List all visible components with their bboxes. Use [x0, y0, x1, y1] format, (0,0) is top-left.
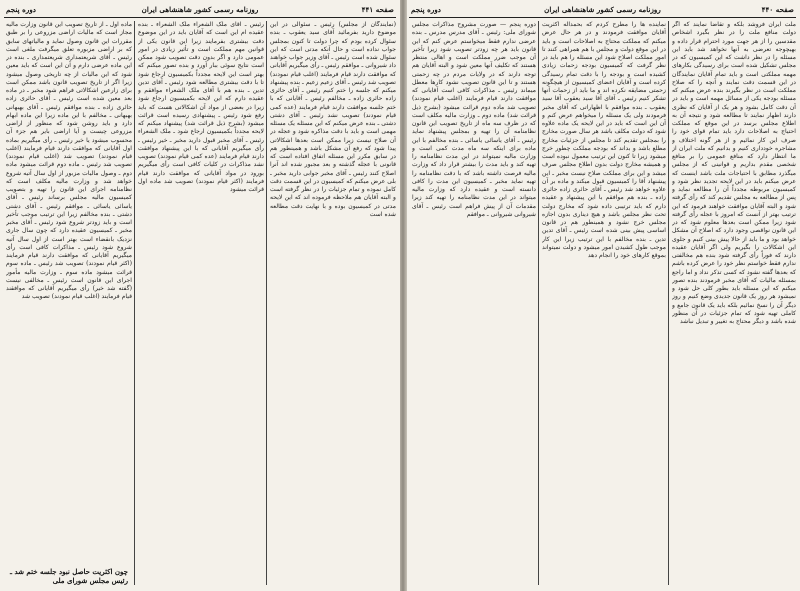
column-divider: [266, 21, 267, 585]
right-page-column-2: نماینده ها را مطرح کردم که بحمداله اکثریت آقایان موافقت فرمودند و در هر حال عرض میکنم که مملکت محتاج به اصلاحات است و باید در این موقع دولت و مجلس با هم همراهی کنند تا امور مملکت اصلاح شود این مسئله را هم باید در نظر گرفت که کمیسیون بودجه زحمات زیادی کشیده است و بودجه را با دقت تمام رسیدگی کرده است و آقایان اعضای کمیسیون از هیچگونه زحمتی مضایقه نکرده اند و ما باید از زحمات آنها تشکر کنیم رئیس ـ آقای آقا سید یعقوب آقا سید یعقوب ـ بنده موافقم با اظهاراتی که آقای مخبر فرمودند ولی یک مسئله را میخواهم عرض کنم و آن این است که باید در این لایحه یک ماده علاوه شود که دولت مکلف باشد هر سال صورت مخارج را بمجلس تقدیم کند تا مجلس از جزئیات مخارج مطلع باشد و بداند که بودجه مملکت چطور خرج میشود زیرا تا کنون این ترتیب معمول نبوده است و همیشه مخارج دولت بدون اطلاع مجلس صرف میشد و این برای مملکت صلاح نیست مخبر ـ این پیشنهاد آقا را کمیسیون قبول میکند و ماده بر آن علاوه خواهد شد رئیس ـ آقای حائری زاده حائری زاده ـ بنده هم موافقم با این پیشنهاد و عقیده دارم که باید ترتیبی داده شود که مخارج دولت تحت نظر مجلس باشد و هیچ دیناری بدون اجازه مجلس خرج نشود و همینطور هم در قانون اساسی پیش بینی شده است رئیس ـ آقای تدین تدین ـ بنده مخالفم با این ترتیب زیرا این کار موجب طول کشیدن امور میشود و دولت نمیتواند بموقع کارهای خود را انجام دهد: [542, 21, 666, 259]
right-page-header: [409, 3, 796, 17]
closing-note: چون اکثریت حاصل نبود جلسه ختم شد ـ رئیس مجلس شورای ملی: [9, 567, 128, 585]
right-page: [405, 0, 800, 591]
left-page-header: [4, 3, 396, 17]
right-page-period: دوره پنجم: [411, 5, 442, 14]
right-page-number: صفحه ۴۴۰: [761, 5, 794, 14]
left-page-column-3-continuation: (اغلب قیام نمودند) تصویب شد رئیس ـ ماده دوم قرائت میشود ماده دوم ـ وصول مالیات مزبور از اول سال آتیه شروع خواهد شد و وزارت مالیه مکلف است که نظامنامه اجرای این قانون را تهیه و بتصویب کمیسیون مالیه مجلس برساند رئیس ـ آقای یاسائی یاسائی ـ موافقم رئیس ـ آقای دشتی دشتی ـ بنده مخالفم زیرا این ترتیب موجب تأخیر است و باید زودتر شروع شود رئیس ـ آقای مخبر مخبر ـ کمیسیون عقیده دارد که چون سال جاری نزدیک بانقضاء است بهتر است از اول سال آتیه شروع شود رئیس ـ مذاکرات کافی است رأی میگیریم آقایانی که موافقت دارند قیام فرمایند (اکثر قیام نمودند) تصویب شد رئیس ـ ماده سوم قرائت میشود ماده سوم ـ وزارت مالیه مأمور اجرای این قانون است رئیس ـ مخالفی نیست (گفته شد خیر) رأی میگیریم آقایانی که موافقند قیام فرمایند (اغلب قیام نمودند) تصویب شد: [6, 153, 132, 301]
left-page-column-3: ماده اول ـ از تاریخ تصویب این قانون وزارت مالیه مجاز است که مالیات اراضی مزروعی را بر طبق مقررات این قانون وصول نماید و مالیاتهای سابق که بر اراضی مزبوره تعلق میگرفت ملغی است رئیس ـ آقای شریعتمداری شریعتمداری ـ بنده در این ماده عرضی دارم و آن این است که باید معین شود که این مالیات از چه تاریخی وصول میشود زیرا اگر از تاریخ تصویب قانون باشد ممکن است برای زارعین اشکالاتی فراهم شود مخبر ـ در ماده بعد معین شده است رئیس ـ آقای حائری زاده حائری زاده ـ بنده موافقم رئیس ـ آقای بهبهانی بهبهانی ـ مخالفم با این ماده زیرا این ماده ابهام دارد و باید روشن شود که منظور از اراضی مزروعی چیست و آیا اراضی بایر هم جزء آن محسوب میشود یا خیر رئیس ـ رأی میگیریم بماده اول آقایانی که موافقت دارند قیام فرمایند (اغلب قیام نمودند) تصویب شد (اغلب قیام نمودند) تصویب شد رئیس ـ ماده دوم قرائت میشود ماده دوم ـ وصول مالیات مزبور از اول سال آتیه شروع خواهد شد و وزارت مالیه مکلف است که نظامنامه اجرای این قانون را تهیه و بتصویب کمیسیون مالیه مجلس برساند رئیس ـ آقای یاسائی یاسائی ـ موافقم رئیس ـ آقای دشتی دشتی ـ بنده مخالفم زیرا این ترتیب موجب تأخیر است و باید زودتر شروع شود رئیس ـ آقای مخبر مخبر ـ کمیسیون عقیده دارد که چون سال جاری نزدیک بانقضاء است بهتر است از اول سال آتیه شروع شود رئیس ـ مذاکرات کافی است رأی میگیریم آقایانی که موافقت دارند قیام فرمایند (اکثر قیام نمودند) تصویب شد رئیس ـ ماده سوم قرائت میشود ماده سوم ـ وزارت مالیه مأمور اجرای این قانون است رئیس ـ مخالفی نیست (گفته شد خیر) رأی میگیریم آقایانی که موافقند قیام فرمایند (اغلب قیام نمودند) تصویب شد: [6, 21, 132, 301]
right-page-column-3: دوره پنجم — صورت مشروح مذاکرات مجلس شورای ملی: رئیس ـ آقای مدرس مدرس ـ بنده عرضی ندارم فقط میخواستم عرض کنم که این قانون باید هر چه زودتر تصویب شود زیرا تأخیر آن موجب ضرر مملکت است و اهالی منتظر هستند که تکلیف آنها معین شود و البته آقایان هم توجه دارند که در ولایات مردم در چه زحمتی هستند و تا این قانون تصویب نشود کارها معطل میماند رئیس ـ مذاکرات کافی است آقایانی که موافقت دارند قیام فرمایند (اغلب قیام نمودند) تصویب شد ماده دوم قرائت میشود (بشرح ذیل قرائت شد) ماده دوم ـ وزارت مالیه مکلف است که در ظرف سه ماه از تاریخ تصویب این قانون نظامنامه آن را تهیه و بمجلس پیشنهاد نماید رئیس ـ آقای یاسائی یاسائی ـ بنده مخالفم با این ماده برای اینکه سه ماه مدت کمی است و وزارت مالیه نمیتواند در این مدت نظامنامه را تهیه کند و باید مدت را بیشتر قرار داد که وزارت مالیه فرصت داشته باشد که با دقت نظامنامه را تهیه نماید مخبر ـ کمیسیون این مدت را کافی دانسته است و عقیده دارد که وزارت مالیه میتواند در این مدت نظامنامه را تهیه کند زیرا مقدمات آن از پیش فراهم است رئیس ـ آقای شیروانی شیروانی ـ موافقم: [412, 21, 536, 218]
column-divider: [134, 21, 135, 585]
left-page-title: روزنامه رسمی کشور شاهنشاهی ایران: [141, 5, 259, 14]
right-header-rule: [409, 17, 796, 18]
left-page-column-2: رئیس ـ آقای ملک الشعراء ملک الشعراء ـ بنده عقیده ام این است که آقایان باید در این موضوع دقت بیشتری بفرمایند زیرا این قانون یکی از قوانین مهم مملکت است و تأثیر زیادی در امور عمومی دارد و اگر بدون دقت تصویب شود ممکن است نتایج سوئی ببار آورد و بنده تصور میکنم که بهتر است این لایحه مجدداً بکمیسیون ارجاع شود تا با دقت بیشتری مطالعه شود رئیس ـ آقای تدین تدین ـ بنده هم با آقای ملک الشعراء موافقم و عقیده دارم که این لایحه بکمیسیون ارجاع شود زیرا در بعضی از مواد آن اشکالاتی هست که باید رفع شود رئیس ـ پیشنهادی رسیده است قرائت میشود (بشرح ذیل قرائت شد) پیشنهاد میکنم که لایحه مجدداً بکمیسیون ارجاع شود ـ ملک الشعراء رئیس ـ آقای مخبر قبول دارید مخبر ـ خیر رئیس ـ رأی میگیریم آقایانی که با این پیشنهاد موافقت دارند قیام فرمایند (عده کمی قیام نمودند) تصویب نشد مذاکرات در کلیات کافی است رأی میگیریم بورود در مواد آقایانی که موافقت دارند قیام فرمایند (اکثر قیام نمودند) تصویب شد ماده اول قرائت میشود: [138, 21, 264, 193]
column-divider: [538, 21, 539, 585]
left-header-rule: [4, 17, 396, 18]
column-divider: [668, 21, 669, 585]
right-page-title: روزنامه رسمی کشور شاهنشاهی ایران: [544, 5, 661, 14]
left-page-period: دوره پنجم: [6, 5, 37, 14]
page-gutter: [399, 0, 407, 591]
left-page-column-1: (نمایندگان از مجلس) رئیس ـ سئوالی در این موضوع دارید بفرمائید آقای سید یعقوب ـ بنده سئوال کرده بودم که چرا دولت تا کنون بمجلس جواب نداده است و حال آنکه مدتی است که این سئوال شده است رئیس ـ آقای وزیر جواب خواهند داد شیروانی ـ موافقم رئیس ـ رأی میگیریم آقایانی که موافقت دارند قیام فرمایند (اغلب قیام نمودند) تصویب شد رئیس ـ آقای زعیم زعیم ـ بنده پیشنهاد میکنم که جلسه را ختم کنیم رئیس ـ آقای حائری زاده حائری زاده ـ مخالفم رئیس ـ آقایانی که با ختم جلسه موافقت دارند قیام فرمایند (عده کمی قیام نمودند) تصویب نشد رئیس ـ آقای دشتی دشتی ـ بنده عرض میکنم که این مسئله یک مسئله مهمی است و باید با دقت مذاکره شود و عجله در آن صلاح نیست زیرا ممکن است بعدها اشکالاتی پیدا شود که رفع آن مشکل باشد و همینطور هم در سابق مکرر این مسئله اتفاق افتاده است که قانونی با عجله گذشته و بعد مجبور شده اند آنرا اصلاح کنند رئیس ـ آقای مخبر جوابی دارید مخبر ـ بلی عرض میکنم که کمیسیون در این قسمت دقت کامل نموده و تمام جزئیات را در نظر گرفته است و البته آقایان هم ملاحظه فرموده اند که این لایحه مدتی در کمیسیون بوده و با نهایت دقت مطالعه شده است: [270, 21, 396, 218]
left-page-number: صفحه ۴۴۱: [361, 5, 394, 14]
right-page-column-1: ملت ایران فروشد بلکه و تقاضا نمایند که اگر دولت منافع ملت را در نظر بگیرد اشخاص مقدسین را از هر جهت مورد احترام قرار داده و بهیچوجه تعرضی به آنها نخواهد شد باید این مسئله را در نظر داشت که این کمیسیون که در مجلس تشکیل شده است برای رسیدگی بکارهای مهمه مملکتی است و باید تمام آقایان نمایندگان در این قسمت دقت نمایند و آنچه را که صلاح مملکت است در نظر بگیرند بنده عرض میکنم که مسئله بودجه یکی از مسائل مهمه است و باید در آن دقت کامل بشود و هر یک از آقایان که نظری دارند اظهار نمایند تا مطالعه شود و نتیجه آن به اطلاع مجلس برسد در این موقع که مملکت احتیاج به اصلاحات دارد باید تمام قوای خود را صرف این کار نمائیم و از هر گونه اختلاف و مشاجره خودداری کنیم و بدانیم که ملت ایران از ما انتظار دارد که منافع عمومی را بر منافع شخصی مقدم بداریم و قوانینی که از مجلس میگذرد مطابق با احتیاجات ملت باشد اینست که عرض میکنم باید در این لایحه تجدید نظر شود و کمیسیون مربوطه مجدداً آن را مطالعه نماید و پس از مطالعه به مجلس تقدیم کند که رأی گرفته شود و البته آقایان موافقت خواهند فرمود که این ترتیب بهتر از آنست که امروز با عجله رأی گرفته شود زیرا ممکن است بعدها معلوم شود که در این قانون نواقصی وجود دارد که اصلاح آن مشکل خواهد بود و ما باید از حالا پیش بینی کنیم و جلوی این اشکالات را بگیریم ولی اگر آقایان عقیده دارند که فوراً رأی گرفته شود بنده هم مخالفتی ندارم فقط خواستم نظر خود را عرض کرده باشم که بعدها گفته نشود که کسی تذکر نداد و اما راجع بمسئله مالیات که آقای مخبر فرمودند بنده تصور میکنم که این مسئله باید بطور کلی حل شود و نمیشود هر روز یک قانون جدیدی وضع کنیم و روز دیگر آن را نسخ نمائیم بلکه باید یک قانون جامع و کاملی تهیه شود که تمام جزئیات در آن منظور شده باشد و دیگر محتاج به تغییر و تبدیل نباشد: [672, 21, 796, 325]
